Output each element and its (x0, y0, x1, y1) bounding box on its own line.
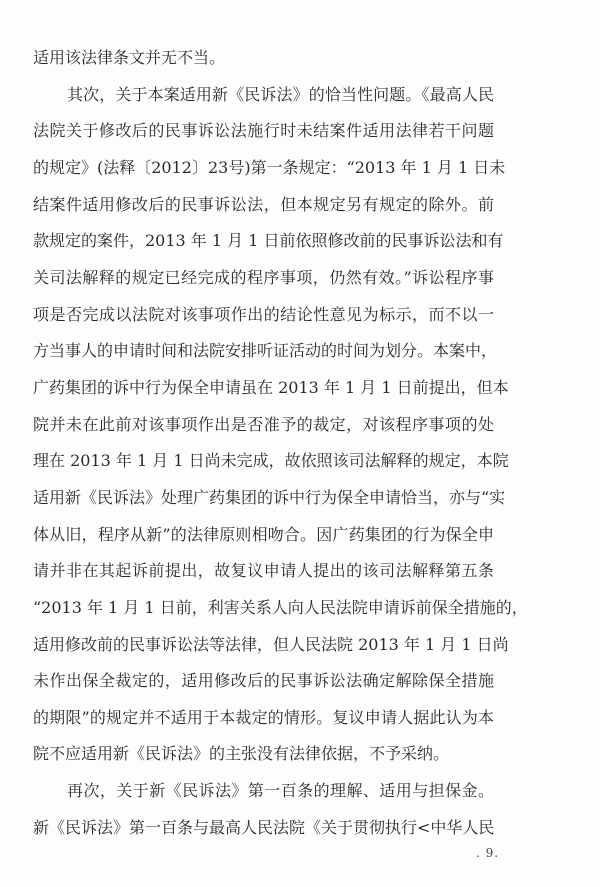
text-line: 院并未在此前对该事项作出是否准予的裁定，对该程序事项的处 (33, 414, 494, 434)
text-line: 院不应适用新《民诉法》的主张没有法律依据，不予采纳。 (33, 744, 450, 764)
text-line: 方当事人的申请时间和法院安排听证活动的时间为划分。本案中， (33, 341, 498, 361)
text-line: 项是否完成以法院对该事项作出的结论性意见为标示，而不以一 (33, 304, 494, 324)
text-line: 理在 2013 年 1 月 1 日尚未完成，故依照该司法解释的规定，本院 (33, 451, 509, 471)
text-line: 再次，关于新《民诉法》第一百条的理解、适用与担保金。 (67, 781, 494, 801)
text-line: 未作出保全裁定的，适用修改后的民事诉讼法确定解除保全措施 (33, 671, 494, 691)
page-number: . 9. (476, 846, 500, 860)
document-body (33, 40, 528, 846)
text-line: 款规定的案件，2013 年 1 月 1 日前依照修改前的民事诉讼法和有 (33, 231, 504, 251)
text-line: 新《民诉法》第一百条与最高人民法院《关于贯彻执行<中华人民 (33, 817, 495, 837)
text-line: 适用该法律条文并无不当。 (33, 48, 226, 67)
paragraph-3 (33, 773, 494, 846)
text-line: 法院关于修改后的民事诉讼法施行时未结案件适用法律若干问题 (33, 121, 494, 141)
text-line: 适用新《民诉法》处理广药集团的诉中行为保全申请恰当，亦与“实 (33, 487, 506, 507)
paragraph-1 (33, 40, 494, 77)
text-line: “2013 年 1 月 1 日前，利害关系人向人民法院申请诉前保全措施的， (33, 597, 528, 617)
text-line: 适用修改前的民事诉讼法等法律，但人民法院 2013 年 1 月 1 日尚 (33, 634, 509, 654)
paragraph-2 (33, 77, 528, 773)
text-line: 其次，关于本案适用新《民诉法》的恰当性问题。《最高人民 (67, 84, 494, 104)
text-line: 的规定》(法释〔2012〕23号)第一条规定：“2013 年 1 月 1 日未 (33, 157, 506, 177)
text-line: 体从旧，程序从新”的法律原则相吻合。因广药集团的行为保全申 (33, 524, 494, 544)
text-line: 结案件适用修改后的民事诉讼法，但本规定另有规定的除外。前 (33, 194, 494, 214)
text-line: 广药集团的诉中行为保全申请虽在 2013 年 1 月 1 日前提出，但本 (33, 377, 509, 397)
text-line: 请并非在其起诉前提出，故复议申请人提出的该司法解释第五条 (33, 561, 494, 581)
text-line: 的期限”的规定并不适用于本裁定的情形。复议申请人据此认为本 (33, 707, 494, 727)
text-line: 关司法解释的规定已经完成的程序事项，仍然有效。”诉讼程序事 (33, 267, 494, 287)
